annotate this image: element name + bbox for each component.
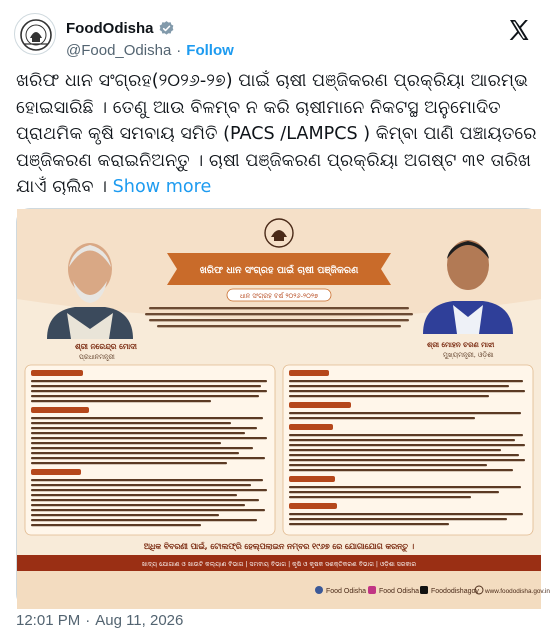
- facebook-icon: [315, 586, 323, 594]
- separator-dot: ·: [176, 42, 182, 59]
- tweet-header: [0, 0, 555, 64]
- tweet-body: ଖରିଫ ଧାନ ସଂଗ୍ରହ(୨୦୨୬-୨୭) ପାଇଁ ଚାଷୀ ପଞ୍ଜିକରଣ ପ୍ରକ୍ରିୟା ଆରମ୍ଭ ହୋଇସାରିଛି । ତେଣୁ ଆଉ ବିଳମ୍ବ ନ କରି ଚାଷୀମାନେ ନିକଟସ୍ଥ ଅନୁମୋଦିତ ପ୍ରାଥମିକ କୃଷି ସମବାୟ ସମିତି (PACS /LAMPCS ) କିମ୍ବା ପାଣି ପଞ୍ଚାୟତରେ ପଞ୍ଜିକରଣ କରାଇନିଅନ୍ତୁ । ଚାଷୀ ପଞ୍ଜିକରଣ ପ୍ରକ୍ରିୟା ଅଗଷ୍ଟ ୩୧ ତାରିଖ ଯାଏଁ ଚାଲିବ ।: [16, 71, 537, 197]
- tweet-timestamp[interactable]: [16, 612, 183, 629]
- tweet-date: Aug 11, 2026: [95, 612, 184, 629]
- account-avatar[interactable]: [14, 13, 56, 55]
- odisha-emblem-icon: [15, 14, 57, 56]
- banner-subtitle: ଧାନ ସଂଗ୍ରହ ବର୍ଷ ୨୦୨୬-୨୦୨୭: [239, 292, 319, 300]
- verified-badge-icon: [158, 20, 175, 37]
- x-social-icon: [420, 586, 428, 594]
- department-footer-text: ଖାଦ୍ୟ ଯୋଗାଣ ଓ ଖାଉଟି କଲ୍ୟାଣ ବିଭାଗ | ସମବାୟ ବିଭାଗ | କୃଷି ଓ କୃଷକ ସଶକ୍ତିକରଣ ବିଭାଗ | ଓଡ଼ିଶା ସରକାର: [141, 561, 417, 568]
- follow-button[interactable]: Follow: [186, 42, 234, 59]
- paddy-procurement-poster: [17, 209, 550, 609]
- display-name[interactable]: FoodOdisha: [66, 19, 154, 37]
- name-row: [66, 19, 175, 37]
- right-leader-title: ମୁଖ୍ୟମନ୍ତ୍ରୀ, ଓଡ଼ିଶା: [443, 351, 494, 359]
- right-leader-name: ଶ୍ରୀ ମୋହନ ଚରଣ ମାଝୀ: [427, 341, 495, 349]
- timestamp-separator: ·: [85, 612, 91, 629]
- tweet-time: 12:01 PM: [16, 612, 81, 629]
- website-text: www.foododisha.gov.in: [485, 588, 550, 595]
- x-logo-icon[interactable]: [507, 18, 531, 42]
- tweet-text: [16, 68, 544, 201]
- tweet-media-image[interactable]: [16, 208, 550, 608]
- account-handle[interactable]: @Food_Odisha: [66, 42, 172, 59]
- social-handle-2: Food Odisha: [379, 588, 420, 595]
- left-leader-title: ପ୍ରଧାନମନ୍ତ୍ରୀ: [79, 353, 115, 361]
- handle-row: [66, 42, 234, 59]
- instagram-icon: [368, 586, 376, 594]
- left-leader-name: ଶ୍ରୀ ନରେନ୍ଦ୍ର ମୋଦୀ: [75, 342, 137, 351]
- helpline-text: ଅଧିକ ବିବରଣୀ ପାଇଁ, ଟୋଲଫ୍ରି ହେଲ୍‌ପଲାଇନ ନମ୍ବର ୧୯୬୭ ରେ ଯୋଗାଯୋଗ କରନ୍ତୁ ।: [143, 542, 415, 551]
- social-handle-3: Foododishagov: [431, 588, 479, 595]
- banner-title: ଖରିଫ ଧାନ ସଂଗ୍ରହ ପାଇଁ ଚାଷୀ ପଞ୍ଜିକରଣ: [199, 265, 359, 276]
- show-more-link[interactable]: Show more: [112, 177, 212, 197]
- social-handle-1: Food Odisha: [326, 588, 367, 595]
